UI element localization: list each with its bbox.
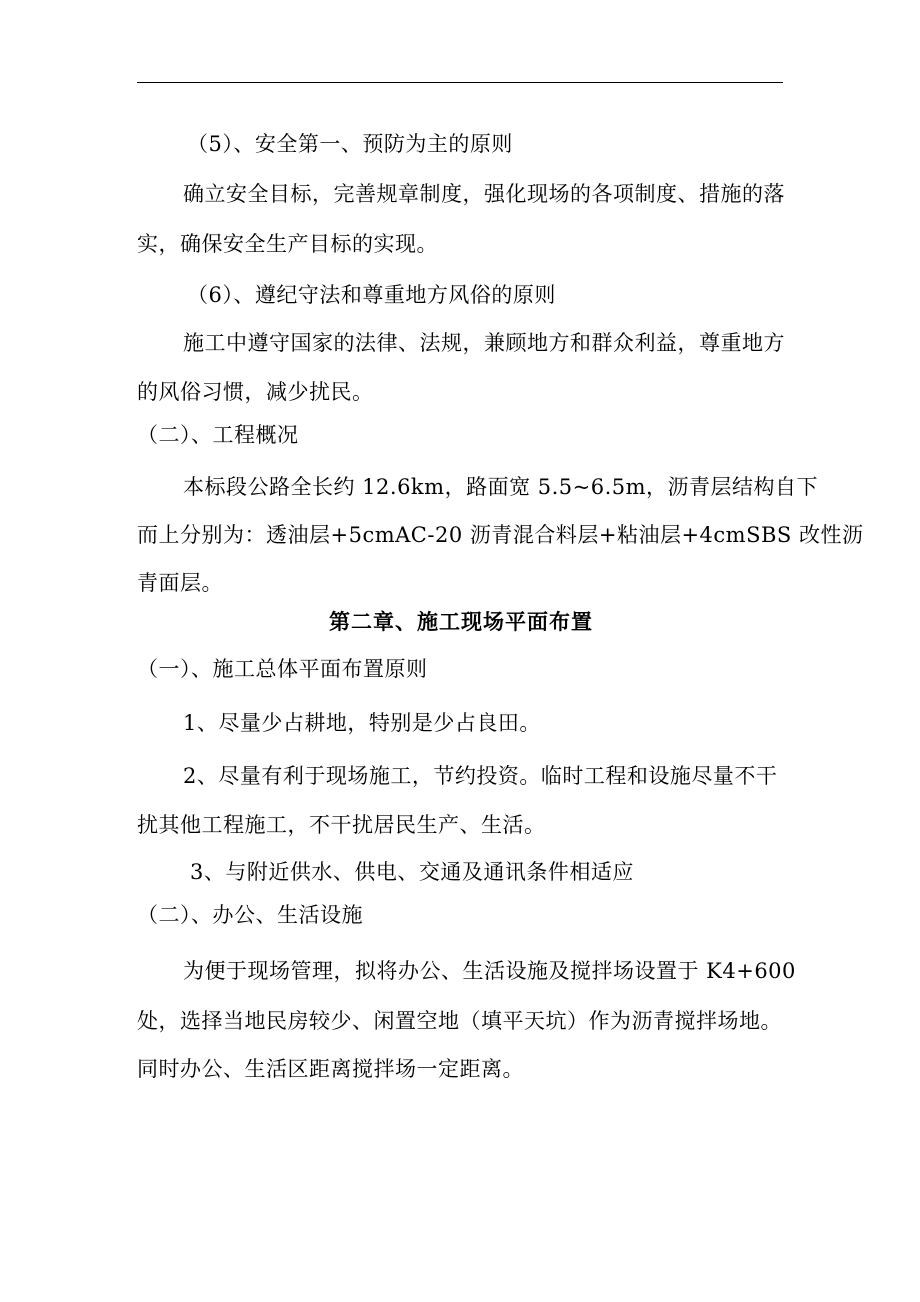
overview-body-line-3: 青面层。 [137, 571, 223, 595]
facilities-heading: （二）、办公、生活设施 [137, 903, 363, 927]
layout-item-1: 1、尽量少占耕地，特别是少占良田。 [183, 711, 541, 735]
principle-5-heading: （5）、安全第一、预防为主的原则 [187, 132, 513, 156]
principle-6-heading: （6）、遵纪守法和尊重地方风俗的原则 [187, 283, 556, 307]
facilities-body-line-2: 处，选择当地民房较少、闲置空地（填平天坑）作为沥青搅拌场地。 [137, 1009, 782, 1033]
layout-item-3: 3、与附近供水、供电、交通及通讯条件相适应 [190, 860, 634, 884]
header-rule [137, 82, 783, 83]
principle-6-body-line-2: 的风俗习惯，减少扰民。 [137, 380, 374, 404]
facilities-body-line-1: 为便于现场管理，拟将办公、生活设施及搅拌场设置于 K4+600 [183, 959, 796, 983]
facilities-body-line-3: 同时办公、生活区距离搅拌场一定距离。 [137, 1057, 524, 1081]
principle-5-body-line-2: 实，确保安全生产目标的实现。 [137, 232, 438, 256]
overview-body-line-1: 本标段公路全长约 12.6km，路面宽 5.5~6.5m，沥青层结构自下 [183, 475, 819, 499]
layout-item-2-line-1: 2、尽量有利于现场施工，节约投资。临时工程和设施尽量不干 [183, 764, 778, 788]
principle-5-body-line-1: 确立安全目标，完善规章制度，强化现场的各项制度、措施的落 [183, 182, 785, 206]
chapter-title: 第二章、施工现场平面布置 [329, 609, 593, 634]
layout-principles-heading: （一）、施工总体平面布置原则 [137, 657, 428, 681]
overview-body-line-2: 而上分别为：透油层+5cmAC-20 沥青混合料层+粘油层+4cmSBS 改性沥 [137, 523, 864, 547]
layout-item-2-line-2: 扰其他工程施工，不干扰居民生产、生活。 [137, 813, 546, 837]
principle-6-body-line-1: 施工中遵守国家的法律、法规，兼顾地方和群众利益，尊重地方 [183, 331, 785, 355]
overview-heading: （二）、工程概况 [137, 423, 299, 447]
